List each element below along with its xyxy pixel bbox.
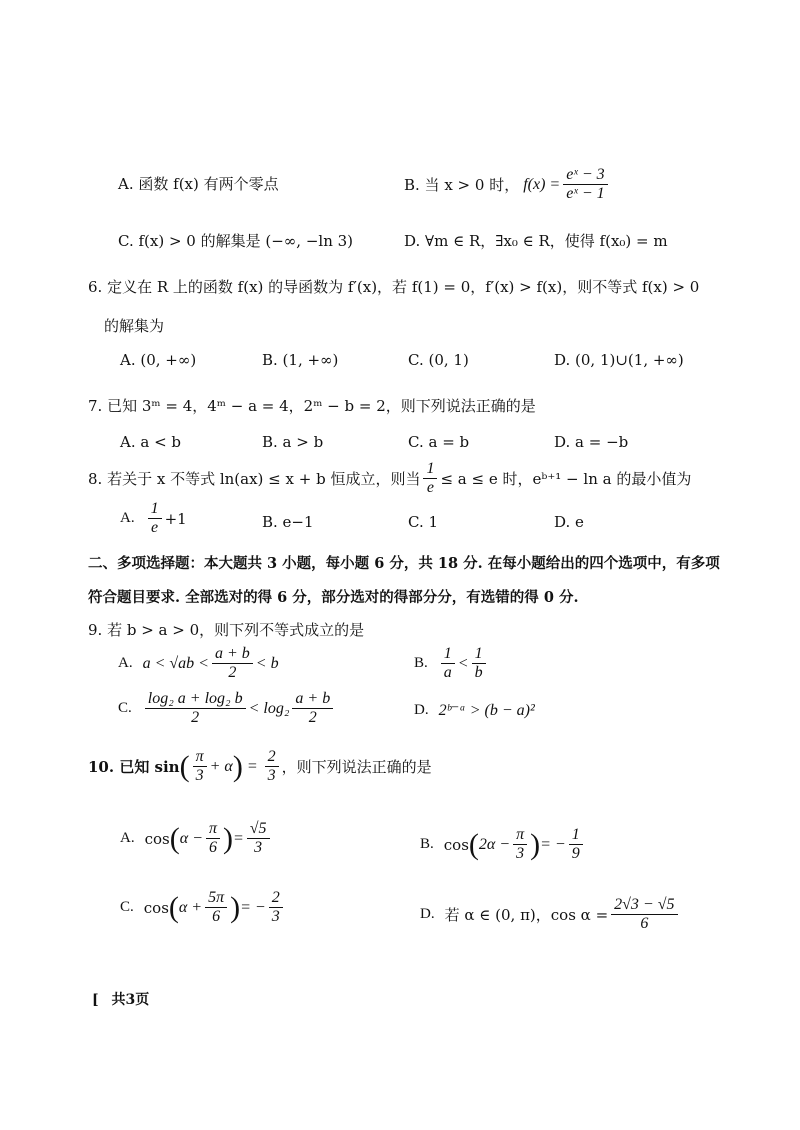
q9-option-b-lt: <	[457, 654, 469, 672]
q8-option-a-denominator: e	[151, 519, 159, 536]
q9-option-c-denominator1: 2	[191, 709, 200, 726]
q9-option-a-label: A.	[118, 655, 133, 671]
q10-option-d-denominator: 6	[640, 915, 649, 932]
q9-option-a-fraction	[212, 645, 253, 682]
q8-stem-part2: ≤ a ≤ e 时，eᵇ⁺¹ − ln a 的最小值为	[440, 470, 692, 488]
q10-option-b-inner-denominator: 3	[516, 845, 525, 862]
q10-right-paren: )	[232, 749, 243, 783]
q10-option-b-eq: = −	[540, 835, 566, 853]
q10-option-b-cos: cos	[443, 835, 469, 854]
q9-option-c-denominator2: 2	[308, 709, 317, 726]
q9-option-a-numerator: a + b	[212, 645, 253, 664]
q9-stem: 9. 若 b > a > 0，则下列不等式成立的是	[88, 621, 365, 639]
q10-option-a-inner-numerator: π	[206, 820, 220, 839]
q10-left-paren: (	[179, 749, 190, 783]
footer-page-count: 共3页	[111, 992, 150, 1008]
q9-option-b-denominator1: a	[443, 664, 452, 681]
q10-option-a-inner-denominator: 6	[208, 839, 217, 856]
q7-stem: 7. 已知 3ᵐ = 4，4ᵐ − a = 4，2ᵐ − b = 2，则下列说法正确的是	[88, 397, 536, 415]
q6-option-c: C. (0, 1)	[408, 351, 469, 369]
q10-option-c-rhs-denominator: 3	[271, 908, 280, 925]
q5-option-b-fraction	[563, 166, 607, 203]
q6-stem-continued: 的解集为	[104, 317, 165, 335]
q10-option-b-lparen: (	[468, 827, 479, 861]
q7-option-a: A. a < b	[120, 433, 182, 451]
q10-option-a-lparen: (	[169, 821, 180, 855]
q10-equals: =	[246, 757, 258, 775]
q6-stem: 6. 定义在 R 上的函数 f(x) 的导函数为 f′(x)，若 f(1) = 0，f′(x) > f(x)，则不等式 f(x) > 0	[88, 278, 700, 296]
q9-option-c-fraction2	[292, 690, 333, 727]
q10-option-a-rhs-fraction	[247, 820, 270, 857]
section2-heading-line1: 二、多项选择题：本大题共 3 小题，每小题 6 分，共 18 分. 在每小题给出的四个选项中，有多项	[88, 555, 720, 572]
q9-option-c-label: C.	[118, 700, 132, 716]
q9-option-a-pre: a < √ab <	[142, 654, 209, 672]
q6-option-d: D. (0, 1)∪(1, +∞)	[554, 351, 684, 369]
q10-rhs-denominator: 3	[267, 767, 276, 784]
q8-option-a-numerator: 1	[148, 500, 162, 519]
q10-option-d-fraction	[611, 896, 677, 933]
q10-option-b	[420, 826, 586, 863]
q10-option-a-cos: cos	[144, 829, 170, 848]
section2-heading-line2: 符合题目要求. 全部选对的得 6 分，部分选对的得部分分，有选错的得 0 分.	[88, 589, 579, 606]
q5-option-c: C. f(x) > 0 的解集是 (−∞, −ln 3)	[118, 232, 354, 250]
q6-option-b: B. (1, +∞)	[262, 351, 339, 369]
q10-option-a-rparen: )	[222, 821, 233, 855]
q5-option-b	[404, 166, 611, 203]
q10-option-b-label: B.	[420, 836, 434, 852]
q10-option-d-pre: 若 α ∈ (0, π)，cos α =	[444, 906, 609, 924]
q9-option-c-mid: < log₂	[248, 699, 290, 717]
q9-option-d-label: D.	[414, 701, 429, 718]
q8-option-a-tail: +1	[164, 509, 187, 528]
q8-option-b: B. e−1	[262, 513, 314, 531]
q10-option-c-rhs-fraction	[269, 889, 283, 926]
q10-option-c-inner-fraction	[205, 889, 227, 926]
q7-option-c: C. a = b	[408, 433, 470, 451]
q10-option-c-inner: α +	[178, 898, 203, 916]
q10-option-c-label: C.	[120, 899, 134, 915]
q10-option-b-rhs-denominator: 9	[571, 845, 580, 862]
q8-stem	[88, 460, 691, 497]
q9-option-b	[414, 645, 489, 682]
q8-fraction-numerator: 1	[423, 460, 437, 479]
q10-option-c-inner-denominator: 6	[212, 908, 221, 925]
q9-option-b-numerator1: 1	[441, 645, 455, 664]
footer-bracket: [	[92, 992, 99, 1008]
q10-option-c-inner-numerator: 5π	[205, 889, 227, 908]
q5-option-d: D. ∀m ∈ R，∃x₀ ∈ R，使得 f(x₀) = m	[404, 232, 668, 250]
q5-option-b-prefix: B. 当 x > 0 时，	[404, 176, 520, 194]
q8-fraction-denominator: e	[426, 479, 434, 496]
q10-stem-part2: ，则下列说法正确的是	[281, 758, 432, 776]
q10-option-a-inner-fraction	[206, 820, 220, 857]
q10-option-c-rhs-numerator: 2	[269, 889, 283, 908]
q5-option-b-lhs: f(x) =	[523, 175, 561, 193]
q10-inner-tail: + α	[209, 757, 233, 775]
q10-option-d-label: D.	[420, 906, 435, 922]
q10-option-a-label: A.	[120, 830, 135, 846]
q10-option-d	[420, 896, 681, 933]
q8-option-a-fraction	[148, 500, 162, 537]
q9-option-c-numerator2: a + b	[292, 690, 333, 709]
q10-stem-inner-fraction	[193, 748, 207, 785]
q5-option-b-numerator: eˣ − 3	[563, 166, 607, 185]
q10-option-c-rparen: )	[230, 890, 241, 924]
q10-rhs-numerator: 2	[265, 748, 279, 767]
q9-option-a-denominator: 2	[228, 664, 237, 681]
q8-option-d: D. e	[554, 513, 584, 531]
q9-option-b-denominator2: b	[474, 664, 483, 681]
q9-option-b-fraction2	[472, 645, 486, 682]
q9-option-c-numerator1: log₂ a + log₂ b	[145, 690, 246, 709]
q9-option-a-post: < b	[255, 654, 279, 672]
q9-option-b-label: B.	[414, 655, 428, 671]
q8-option-a-label: A.	[120, 510, 135, 526]
q10-option-b-rparen: )	[530, 827, 541, 861]
q10-option-a-eq: =	[232, 829, 244, 847]
q5-option-a: A. 函数 f(x) 有两个零点	[118, 175, 279, 193]
q10-option-b-rhs-numerator: 1	[569, 826, 583, 845]
q10-option-a	[120, 820, 273, 857]
q10-option-b-inner-fraction	[513, 826, 527, 863]
q10-option-d-numerator: 2√3 − √5	[611, 896, 677, 915]
q9-option-b-numerator2: 1	[472, 645, 486, 664]
q8-option-a	[120, 500, 187, 537]
q10-stem-part1: 10. 已知 sin	[88, 758, 180, 776]
q10-option-b-inner-numerator: π	[513, 826, 527, 845]
q10-option-b-inner: 2α −	[478, 835, 511, 853]
q10-inner-denominator: 3	[195, 767, 204, 784]
q7-option-d: D. a = −b	[554, 433, 629, 451]
q9-option-d	[414, 700, 535, 720]
page-footer	[92, 990, 149, 1010]
q9-option-c	[118, 690, 336, 727]
q10-option-c-lparen: (	[168, 890, 179, 924]
q8-option-c: C. 1	[408, 513, 439, 531]
q10-option-c-cos: cos	[143, 898, 169, 917]
q10-option-c-eq: = −	[240, 898, 266, 916]
q7-option-b: B. a > b	[262, 433, 324, 451]
q9-option-d-text: 2ᵇ⁻ᵃ > (b − a)²	[438, 702, 535, 719]
q9-option-a	[118, 645, 279, 682]
q10-option-a-rhs-numerator: √5	[247, 820, 270, 839]
q10-inner-numerator: π	[193, 748, 207, 767]
q9-option-b-fraction1	[441, 645, 455, 682]
q6-option-a: A. (0, +∞)	[120, 351, 197, 369]
q5-option-b-denominator: eˣ − 1	[566, 185, 605, 202]
q10-option-a-inner: α −	[179, 829, 203, 847]
q8-stem-part1: 8. 若关于 x 不等式 ln(ax) ≤ x + b 恒成立，则当	[88, 470, 421, 488]
q8-stem-fraction	[423, 460, 437, 497]
q10-option-c	[120, 889, 286, 926]
q10-option-a-rhs-denominator: 3	[254, 839, 263, 856]
q9-option-c-fraction1	[145, 690, 246, 727]
q10-stem	[88, 748, 432, 785]
q10-option-b-rhs-fraction	[569, 826, 583, 863]
q10-rhs-fraction	[265, 748, 279, 785]
